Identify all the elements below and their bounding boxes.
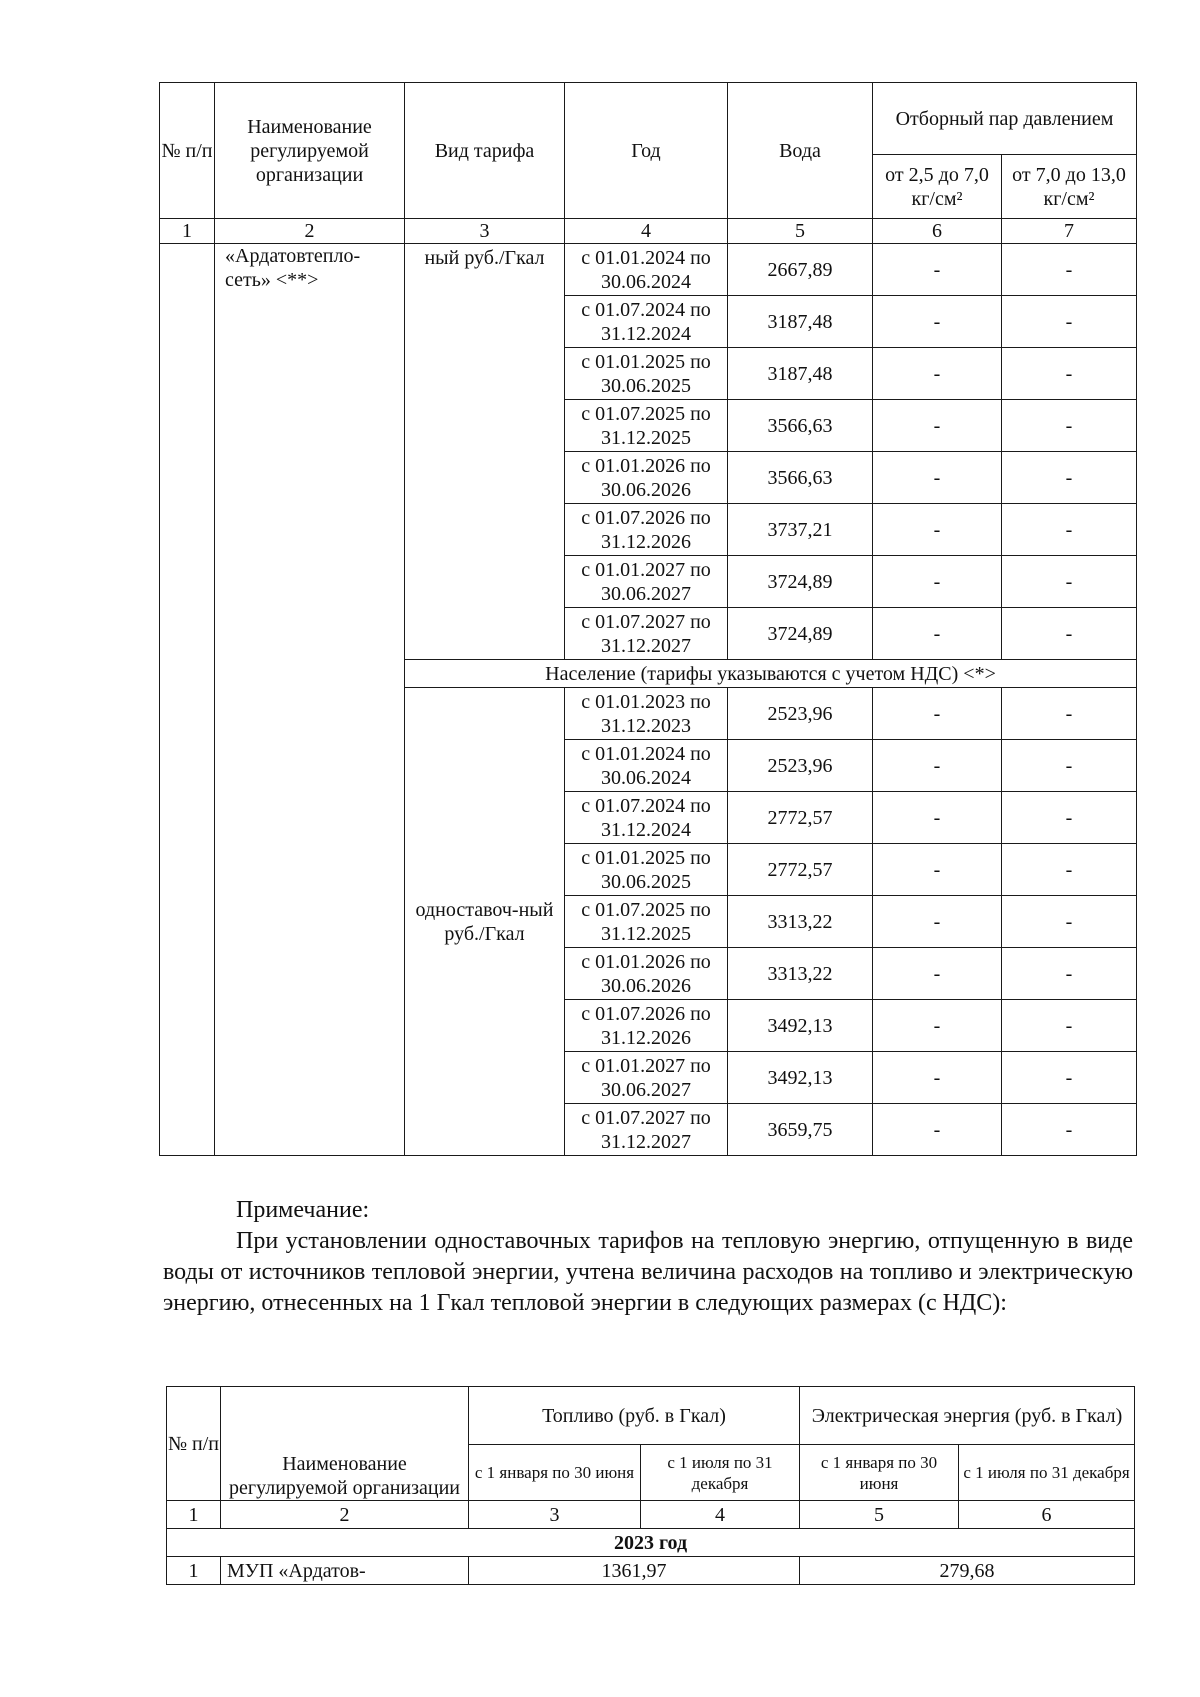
water-value: 2523,96 <box>728 688 873 740</box>
steam-high-value: - <box>1002 556 1137 608</box>
steam-low-value: - <box>873 244 1002 296</box>
steam-high-value: - <box>1002 400 1137 452</box>
steam-low-value: - <box>873 1104 1002 1156</box>
period: с 01.07.2024 по 31.12.2024 <box>565 296 728 348</box>
steam-high-value: - <box>1002 296 1137 348</box>
steam-low-value: - <box>873 348 1002 400</box>
tariff-type: ный руб./Гкал <box>405 244 565 660</box>
water-value: 3492,13 <box>728 1000 873 1052</box>
period: с 01.07.2026 по 31.12.2026 <box>565 1000 728 1052</box>
steam-low-value: - <box>873 844 1002 896</box>
water-value: 3313,22 <box>728 948 873 1000</box>
period: с 01.07.2026 по 31.12.2026 <box>565 504 728 556</box>
col-number: 4 <box>565 219 728 244</box>
period: с 01.01.2024 по 30.06.2024 <box>565 244 728 296</box>
fuel-value: 1361,97 <box>469 1557 800 1585</box>
col-number: 1 <box>167 1501 221 1529</box>
header-water: Вода <box>728 83 873 219</box>
col-number: 3 <box>469 1501 641 1529</box>
tariff-type: одноставоч-ный руб./Гкал <box>405 688 565 1156</box>
water-value: 3187,48 <box>728 348 873 400</box>
period: с 01.01.2027 по 30.06.2027 <box>565 556 728 608</box>
steam-low-value: - <box>873 792 1002 844</box>
col-number: 6 <box>873 219 1002 244</box>
steam-low-value: - <box>873 1000 1002 1052</box>
period: с 01.01.2023 по 31.12.2023 <box>565 688 728 740</box>
period: с 01.07.2027 по 31.12.2027 <box>565 608 728 660</box>
row-number-cell <box>160 244 215 1156</box>
note-section <box>163 1195 1133 1319</box>
water-value: 3659,75 <box>728 1104 873 1156</box>
header-year: Год <box>565 83 728 219</box>
header-steam: Отборный пар давлением <box>873 83 1137 155</box>
water-value: 3313,22 <box>728 896 873 948</box>
note-title: Примечание: <box>236 1197 370 1223</box>
steam-high-value: - <box>1002 844 1137 896</box>
steam-high-value: - <box>1002 504 1137 556</box>
period: с 01.07.2025 по 31.12.2025 <box>565 896 728 948</box>
steam-high-value: - <box>1002 740 1137 792</box>
header-tariff: Вид тарифа <box>405 83 565 219</box>
steam-high-value: - <box>1002 948 1137 1000</box>
steam-high-value: - <box>1002 244 1137 296</box>
steam-high-value: - <box>1002 896 1137 948</box>
steam-high-value: - <box>1002 792 1137 844</box>
header-fuel-h2: с 1 июля по 31 декабря <box>641 1445 800 1501</box>
water-value: 2667,89 <box>728 244 873 296</box>
header-steam-low: от 2,5 до 7,0 кг/см² <box>873 155 1002 219</box>
period: с 01.01.2027 по 30.06.2027 <box>565 1052 728 1104</box>
org-name: «Ардатовтепло-сеть» <**> <box>215 244 405 1156</box>
col-number: 7 <box>1002 219 1137 244</box>
col-number: 6 <box>959 1501 1135 1529</box>
water-value: 3566,63 <box>728 400 873 452</box>
steam-high-value: - <box>1002 1104 1137 1156</box>
population-header: Население (тарифы указываются с учетом НДС) <*> <box>405 660 1137 688</box>
steam-low-value: - <box>873 452 1002 504</box>
steam-high-value: - <box>1002 688 1137 740</box>
header-elec-h2: с 1 июля по 31 декабря <box>959 1445 1135 1501</box>
steam-high-value: - <box>1002 452 1137 504</box>
steam-high-value: - <box>1002 1000 1137 1052</box>
steam-high-value: - <box>1002 348 1137 400</box>
col-number: 2 <box>215 219 405 244</box>
steam-low-value: - <box>873 400 1002 452</box>
header-steam-high: от 7,0 до 13,0 кг/см² <box>1002 155 1137 219</box>
steam-low-value: - <box>873 740 1002 792</box>
period: с 01.07.2027 по 31.12.2027 <box>565 1104 728 1156</box>
fuel-energy-table <box>166 1386 1135 1585</box>
steam-low-value: - <box>873 504 1002 556</box>
col-number: 5 <box>728 219 873 244</box>
water-value: 3724,89 <box>728 556 873 608</box>
period: с 01.07.2025 по 31.12.2025 <box>565 400 728 452</box>
water-value: 3187,48 <box>728 296 873 348</box>
col-number: 5 <box>800 1501 959 1529</box>
water-value: 3566,63 <box>728 452 873 504</box>
header-org: Наименование регулируемой организации <box>215 83 405 219</box>
period: с 01.01.2025 по 30.06.2025 <box>565 844 728 896</box>
period: с 01.07.2024 по 31.12.2024 <box>565 792 728 844</box>
water-value: 3737,21 <box>728 504 873 556</box>
steam-low-value: - <box>873 688 1002 740</box>
water-value: 3492,13 <box>728 1052 873 1104</box>
col-number: 1 <box>160 219 215 244</box>
year-header: 2023 год <box>167 1529 1135 1557</box>
period: с 01.01.2025 по 30.06.2025 <box>565 348 728 400</box>
electricity-value: 279,68 <box>800 1557 1135 1585</box>
period: с 01.01.2026 по 30.06.2026 <box>565 948 728 1000</box>
period: с 01.01.2026 по 30.06.2026 <box>565 452 728 504</box>
col-number: 4 <box>641 1501 800 1529</box>
period: с 01.01.2024 по 30.06.2024 <box>565 740 728 792</box>
steam-low-value: - <box>873 296 1002 348</box>
steam-high-value: - <box>1002 1052 1137 1104</box>
row-number: 1 <box>167 1557 221 1585</box>
header-num: № п/п <box>160 83 215 219</box>
steam-low-value: - <box>873 896 1002 948</box>
steam-high-value: - <box>1002 608 1137 660</box>
header-fuel-h1: с 1 января по 30 июня <box>469 1445 641 1501</box>
header-elec-h1: с 1 января по 30 июня <box>800 1445 959 1501</box>
water-value: 2772,57 <box>728 844 873 896</box>
header-fuel: Топливо (руб. в Гкал) <box>469 1387 800 1445</box>
header-org: Наименование регулируемой организации <box>221 1387 469 1501</box>
water-value: 2523,96 <box>728 740 873 792</box>
tariff-table <box>159 82 1137 1156</box>
steam-low-value: - <box>873 948 1002 1000</box>
header-electricity: Электрическая энергия (руб. в Гкал) <box>800 1387 1135 1445</box>
water-value: 3724,89 <box>728 608 873 660</box>
note-text: При установлении одноставочных тарифов на тепловую энергию, отпущенную в виде воды от источников тепловой энергии, учтена величина расходов на топливо и электрическую энергию, отнесенных на 1 Гкал тепловой энергии в следующих размерах (с НДС): <box>163 1228 1133 1316</box>
col-number: 3 <box>405 219 565 244</box>
steam-low-value: - <box>873 608 1002 660</box>
org-name: МУП «Ардатов- <box>221 1557 469 1585</box>
steam-low-value: - <box>873 1052 1002 1104</box>
header-num: № п/п <box>167 1387 221 1501</box>
col-number: 2 <box>221 1501 469 1529</box>
water-value: 2772,57 <box>728 792 873 844</box>
steam-low-value: - <box>873 556 1002 608</box>
